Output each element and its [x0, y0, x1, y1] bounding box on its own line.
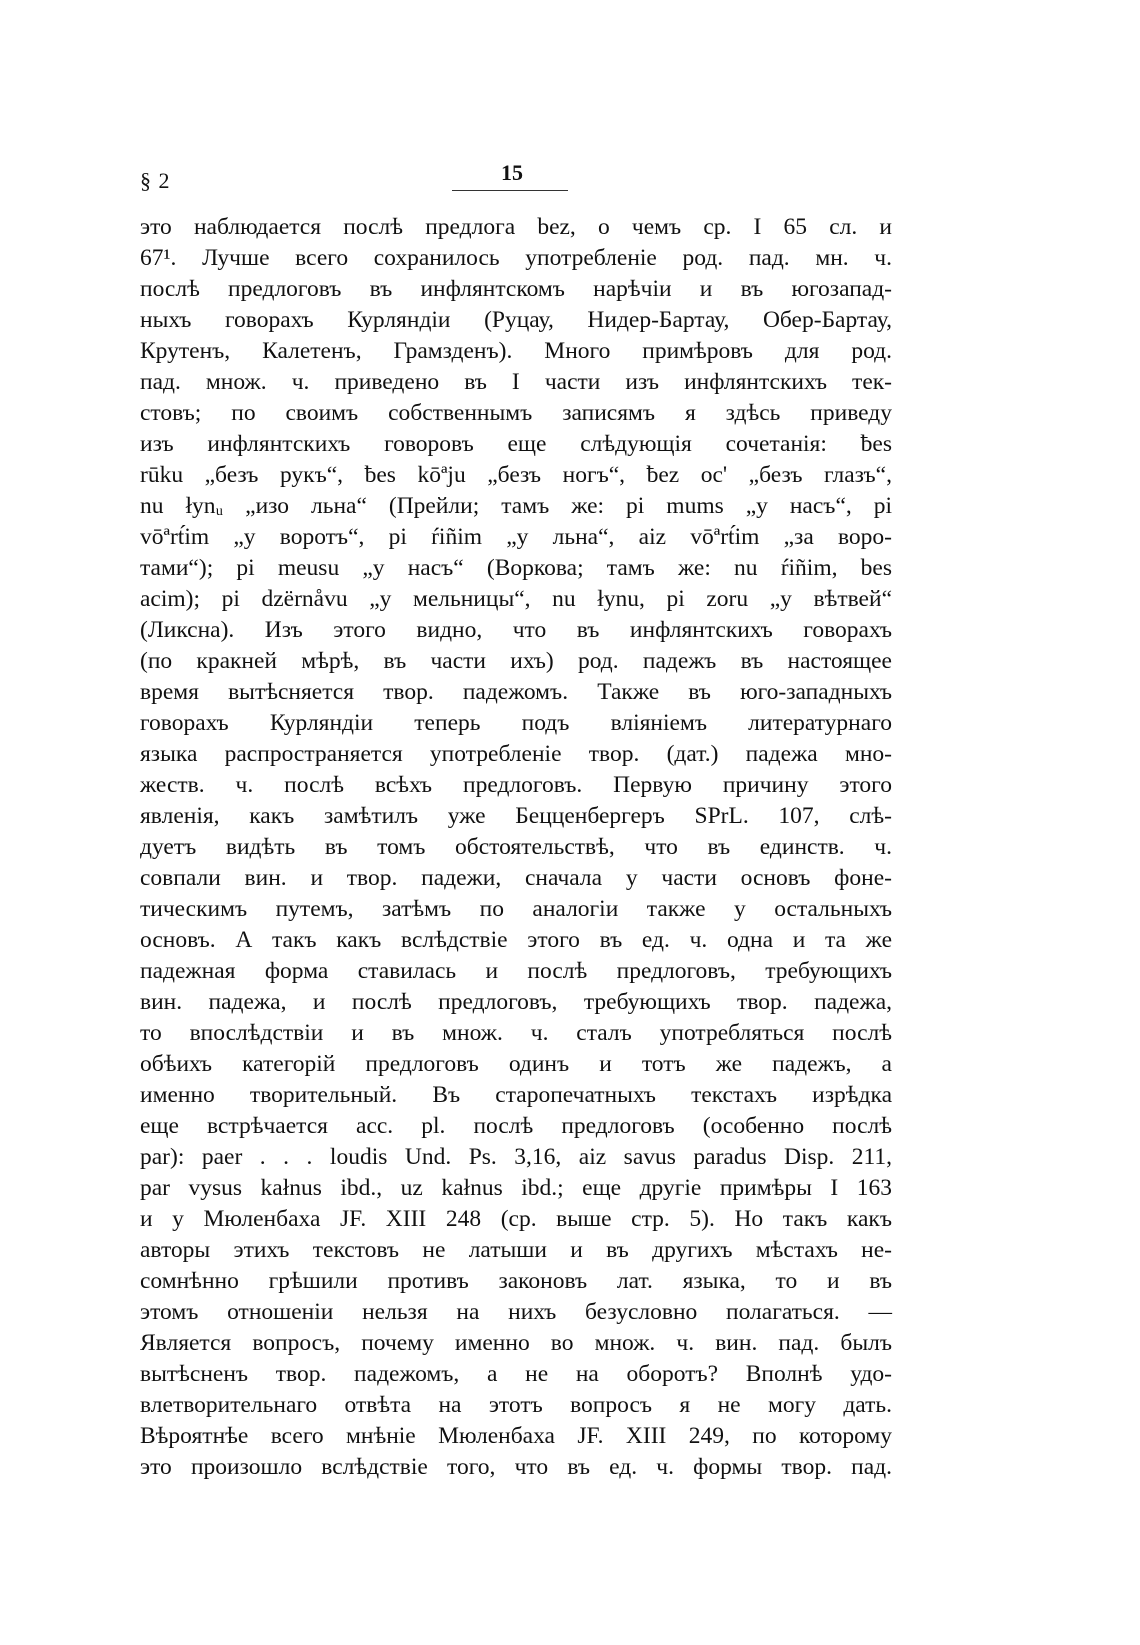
- text-line: еще встрѣчается acc. pl. послѣ предлоговъ (особенно послѣ: [140, 1113, 892, 1139]
- text-line: дуетъ видѣть въ томъ обстоятельствѣ, что въ единств. ч.: [140, 834, 892, 860]
- text-line: ныхъ говорахъ Курляндіи (Руцау, Нидер-Бартау, Обер-Бартау,: [140, 307, 892, 333]
- text-line: Является вопросъ, почему именно во множ. ч. вин. пад. былъ: [140, 1330, 892, 1356]
- text-line: par vysus kałnus ibd., uz kałnus ibd.; еще другіе примѣры I 163: [140, 1175, 892, 1201]
- text-line: (по кракней мѣрѣ, въ части ихъ) род. падежъ въ настоящее: [140, 648, 892, 674]
- text-line: авторы этихъ текстовъ не латыши и въ другихъ мѣстахъ не-: [140, 1237, 892, 1263]
- text-line: стовъ; по своимъ собственнымъ записямъ я здѣсь приведу: [140, 400, 892, 426]
- text-line: основъ. А такъ какъ вслѣдствіе этого въ ед. ч. одна и та же: [140, 927, 892, 953]
- text-line: вин. падежа, и послѣ предлоговъ, требующихъ твор. падежа,: [140, 989, 892, 1015]
- text-line: nu łynᵤ „изо льна“ (Прейли; тамъ же: pi mums „у насъ“, pi: [140, 493, 892, 519]
- text-line: время вытѣсняется твор. падежомъ. Также въ юго-западныхъ: [140, 679, 892, 705]
- header-rule: [452, 190, 568, 191]
- text-line: падежная форма ставилась и послѣ предлоговъ, требующихъ: [140, 958, 892, 984]
- text-line: Вѣроятнѣе всего мнѣніе Мюленбаха JF. XIII 249, по которому: [140, 1423, 892, 1449]
- section-mark: § 2: [140, 168, 171, 193]
- text-line: 67¹. Лучше всего сохранилось употребленіе род. пад. мн. ч.: [140, 245, 892, 271]
- text-line: пад. множ. ч. приведено въ I части изъ инфлянтскихъ тек-: [140, 369, 892, 395]
- text-line: (Ликсна). Изъ этого видно, что въ инфлянтскихъ говорахъ: [140, 617, 892, 643]
- text-line: и у Мюленбаха JF. XIII 248 (ср. выше стр. 5). Но такъ какъ: [140, 1206, 892, 1232]
- text-line: жеств. ч. послѣ всѣхъ предлоговъ. Первую причину этого: [140, 772, 892, 798]
- text-line: совпали вин. и твор. падежи, сначала у части основъ фоне-: [140, 865, 892, 891]
- text-line: послѣ предлоговъ въ инфлянтскомъ нарѣчіи и въ югозапад-: [140, 276, 892, 302]
- text-line: обѣихъ категорій предлоговъ одинъ и тотъ же падежъ, а: [140, 1051, 892, 1077]
- text-line: изъ инфлянтскихъ говоровъ еще слѣдующія сочетанія: ƀes: [140, 431, 892, 457]
- text-line: языка распространяется употребленіе твор. (дат.) падежа мно-: [140, 741, 892, 767]
- text-line: тами“); pi meusu „у насъ“ (Воркова; тамъ же: nu ŕiñim, bes: [140, 555, 892, 581]
- text-line: это произошло вслѣдствіе того, что въ ед. ч. формы твор. пад.: [140, 1454, 892, 1480]
- text-line: влетворительнаго отвѣта на этотъ вопросъ я не могу дать.: [140, 1392, 892, 1418]
- text-line: говорахъ Курляндіи теперь подъ вліяніемъ литературнаго: [140, 710, 892, 736]
- page-number: 15: [501, 160, 523, 185]
- text-line: явленія, какъ замѣтилъ уже Бецценбергеръ SPrL. 107, слѣ-: [140, 803, 892, 829]
- text-line: тическимъ путемъ, затѣмъ по аналогіи также у остальныхъ: [140, 896, 892, 922]
- text-line: это наблюдается послѣ предлога bez, о чемъ ср. I 65 сл. и: [140, 214, 892, 240]
- running-head: [140, 160, 892, 200]
- text-line: acim); pi dzërnåvu „у мельницы“, nu łynu, pi zoru „у вѣтвей“: [140, 586, 892, 612]
- text-line: Крутенъ, Калетенъ, Грамзденъ). Много примѣровъ для род.: [140, 338, 892, 364]
- text-line: сомнѣнно грѣшили противъ законовъ лат. языка, то и въ: [140, 1268, 892, 1294]
- text-line: то впослѣдствіи и въ множ. ч. сталъ употребляться послѣ: [140, 1020, 892, 1046]
- text-line: par): paer . . . loudis Und. Ps. 3,16, aiz savus paradus Disp. 211,: [140, 1144, 892, 1170]
- text-line: именно творительный. Въ старопечатныхъ текстахъ изрѣдка: [140, 1082, 892, 1108]
- text-line: этомъ отношеніи нельзя на нихъ безусловно полагаться. —: [140, 1299, 892, 1325]
- text-line: vōªrt́im „у воротъ“, pi ŕiñim „у льна“, aiz vōªrt́im „за воро-: [140, 524, 892, 550]
- body-text: [140, 212, 892, 1483]
- text-line: rūku „безъ рукъ“, ƀes kōªju „безъ ногъ“, ƀez oc' „безъ глазъ“,: [140, 462, 892, 488]
- text-line: вытѣсненъ твор. падежомъ, а не на оборотъ? Вполнѣ удо-: [140, 1361, 892, 1387]
